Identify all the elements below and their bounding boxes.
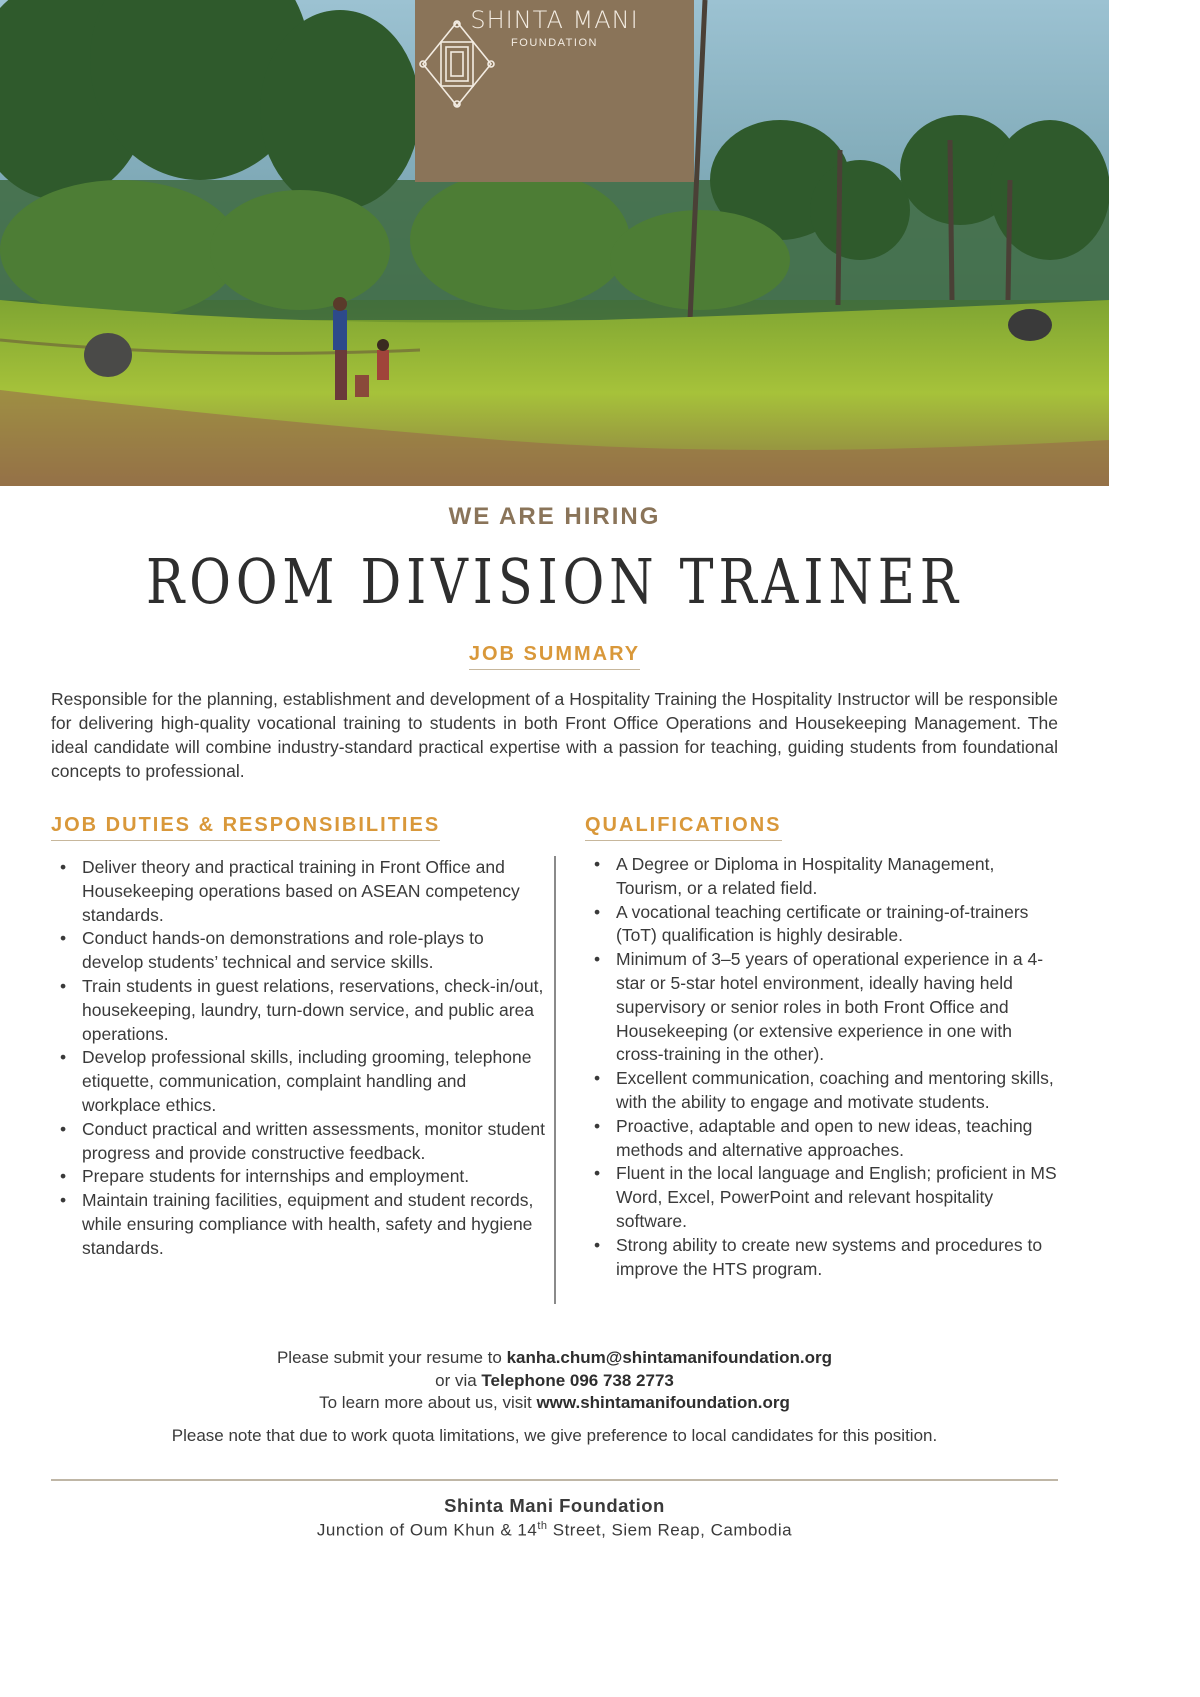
qualification-item: • Strong ability to create new systems and procedures to improve the HTS program.: [594, 1234, 1064, 1282]
job-title: ROOM DIVISION TRAINER: [146, 545, 963, 618]
duties-heading-wrap: [51, 814, 440, 841]
qualification-item: • A vocational teaching certificate or training-of-trainers (ToT) qualification is highly desirable.: [594, 901, 1064, 949]
qualifications-heading: QUALIFICATIONS: [585, 814, 782, 841]
hiring-label: WE ARE HIRING: [448, 503, 661, 530]
hero-landscape-image: [0, 0, 1109, 486]
qualifications-heading-wrap: [585, 814, 782, 841]
duty-item: • Train students in guest relations, reservations, check-in/out, housekeeping, laundry, turn-down service, and public area operations.: [60, 975, 545, 1046]
duty-item: • Develop professional skills, including grooming, telephone etiquette, communication, complaint handling and workplace ethics.: [60, 1046, 545, 1117]
address-superscript: th: [537, 1520, 548, 1532]
duty-item: • Deliver theory and practical training in Front Office and Housekeeping operations based on ASEAN competency standards.: [60, 856, 545, 927]
qualification-item: • Proactive, adaptable and open to new ideas, teaching methods and alternative approaches.: [594, 1115, 1064, 1163]
foundation-logo: [415, 0, 694, 182]
logo-name: SHINTA MANI: [470, 6, 639, 34]
resume-submit-line: [0, 1348, 1109, 1368]
telephone-prefix: or via: [435, 1371, 482, 1390]
job-summary-heading-wrap: [0, 643, 1109, 670]
website-link[interactable]: www.shintamanifoundation.org: [536, 1393, 790, 1412]
logo-subtitle: FOUNDATION: [511, 37, 598, 49]
duties-list: [60, 856, 545, 1261]
duty-item: • Conduct practical and written assessments, monitor student progress and provide constructive feedback.: [60, 1118, 545, 1166]
duty-item: • Prepare students for internships and employment.: [60, 1165, 545, 1189]
qualification-item: • Excellent communication, coaching and mentoring skills, with the ability to engage and motivate students.: [594, 1067, 1064, 1115]
qualification-item: • Minimum of 3–5 years of operational experience in a 4-star or 5-star hotel environment, ideally having held supervisory or senior roles in both Front Office and Housekeeping (or extensive experience in one with cross-training in the other).: [594, 948, 1064, 1067]
telephone-line: [0, 1371, 1109, 1391]
telephone-number[interactable]: Telephone 096 738 2773: [481, 1371, 674, 1390]
qualification-item: • Fluent in the local language and English; proficient in MS Word, Excel, PowerPoint and relevant hospitality software.: [594, 1162, 1064, 1233]
duty-item: • Conduct hands-on demonstrations and role-plays to develop students’ technical and service skills.: [60, 927, 545, 975]
resume-submit-text: Please submit your resume to: [276, 1348, 507, 1367]
job-summary-heading: JOB SUMMARY: [469, 643, 640, 670]
duties-heading: JOB DUTIES & RESPONSIBILITIES: [51, 814, 440, 841]
logo-emblem-icon: [415, 16, 499, 112]
email-link[interactable]: kanha.chum@shintamanifoundation.org: [506, 1348, 833, 1367]
quota-note: Please note that due to work quota limitations, we give preference to local candidates for this position.: [171, 1426, 938, 1445]
footer-organization-name: Shinta Mani Foundation: [444, 1495, 665, 1516]
address-prefix: Junction of Oum Khun & 14: [316, 1520, 538, 1540]
duty-item: • Maintain training facilities, equipment and student records, while ensuring compliance with health, safety and hygiene standards.: [60, 1189, 545, 1260]
website-line: [0, 1393, 1109, 1413]
qualification-item: • A Degree or Diploma in Hospitality Management, Tourism, or a related field.: [594, 853, 1064, 901]
address-suffix: Street, Siem Reap, Cambodia: [547, 1520, 793, 1540]
qualifications-list: [594, 853, 1064, 1281]
website-prefix: To learn more about us, visit: [319, 1393, 537, 1412]
footer-divider: [51, 1479, 1058, 1481]
column-divider: [554, 856, 556, 1304]
footer-address: [0, 1520, 1109, 1541]
job-summary-text: Responsible for the planning, establishment and development of a Hospitality Training the Hospitality Instructor will be responsible for delivering high-quality vocational training to students in both Front Office Operations and Housekeeping Management. The ideal candidate will combine industry-standard practical expertise with a passion for teaching, guiding students from foundational concepts to professional.: [51, 689, 1058, 781]
